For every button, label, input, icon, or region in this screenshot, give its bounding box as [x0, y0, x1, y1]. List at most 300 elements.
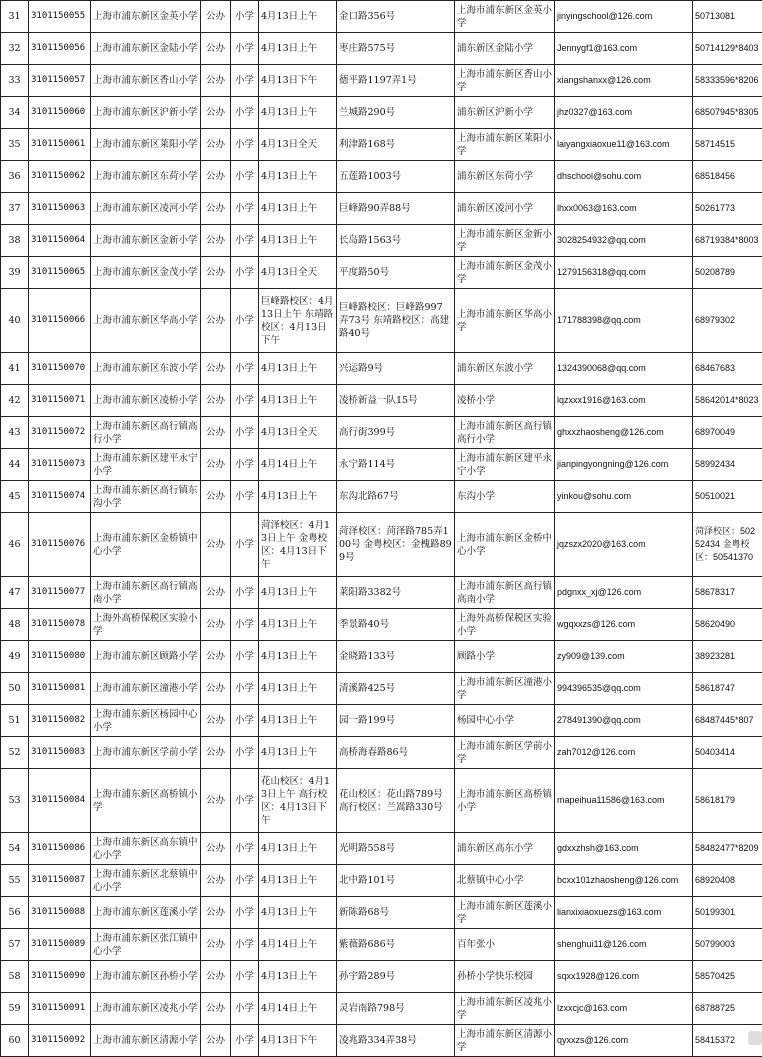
phone: 58642014*8023 — [693, 385, 762, 417]
school-level: 小学 — [231, 193, 259, 225]
school-name: 上海市浦东新区高行镇东沟小学 — [91, 481, 201, 513]
row-number: 40 — [1, 289, 29, 353]
school-code: 3101150066 — [29, 289, 91, 353]
school-type: 公办 — [201, 225, 231, 257]
address: 五莲路1003号 — [337, 161, 455, 193]
school-name: 上海市浦东新区潼港小学 — [91, 673, 201, 705]
school-type: 公办 — [201, 609, 231, 641]
email: sqxx1928@126.com — [555, 961, 693, 993]
visit-date: 4月13日上午 — [259, 865, 337, 897]
school-type: 公办 — [201, 513, 231, 577]
school-code: 3101150086 — [29, 833, 91, 865]
school-type: 公办 — [201, 97, 231, 129]
address: 灵岩南路798号 — [337, 993, 455, 1025]
unit-name: 凌桥小学 — [455, 385, 555, 417]
table-row — [1, 161, 762, 193]
school-name: 上海市浦东新区金英小学 — [91, 1, 201, 33]
phone: 58620490 — [693, 609, 762, 641]
phone: 50510021 — [693, 481, 762, 513]
email: jqzszx2020@163.com — [555, 513, 693, 577]
school-type: 公办 — [201, 641, 231, 673]
school-level: 小学 — [231, 129, 259, 161]
visit-date: 花山校区：4月13日上午 高行校区：4月13日下午 — [259, 769, 337, 833]
table-row — [1, 1025, 762, 1057]
phone: 38923281 — [693, 641, 762, 673]
visit-date: 4月13日上午 — [259, 609, 337, 641]
school-level: 小学 — [231, 449, 259, 481]
table-row — [1, 257, 762, 289]
visit-date: 4月13日全天 — [259, 129, 337, 161]
table-row — [1, 513, 762, 577]
unit-name: 上海市浦东新区金新小学 — [455, 225, 555, 257]
table-row — [1, 417, 762, 449]
visit-date: 巨峰路校区：4月13日上午 东靖路校区：4月13日下午 — [259, 289, 337, 353]
phone: 58678317 — [693, 577, 762, 609]
unit-name: 浦东新区凌河小学 — [455, 193, 555, 225]
phone: 58714515 — [693, 129, 762, 161]
phone: 58618747 — [693, 673, 762, 705]
school-name: 上海市浦东新区香山小学 — [91, 65, 201, 97]
email: 3028254932@qq.com — [555, 225, 693, 257]
school-type: 公办 — [201, 897, 231, 929]
phone: 50403414 — [693, 737, 762, 769]
school-name: 上海市浦东新区金陆小学 — [91, 33, 201, 65]
school-name: 上海市浦东新区莱阳小学 — [91, 129, 201, 161]
school-type: 公办 — [201, 417, 231, 449]
row-number: 41 — [1, 353, 29, 385]
school-name: 上海市浦东新区金桥镇中心小学 — [91, 513, 201, 577]
school-level: 小学 — [231, 673, 259, 705]
row-number: 55 — [1, 865, 29, 897]
email: jinyingschool@126.com — [555, 1, 693, 33]
school-name: 上海市浦东新区学前小学 — [91, 737, 201, 769]
school-name: 上海市浦东新区华高小学 — [91, 289, 201, 353]
watermark-icon — [748, 1031, 762, 1045]
school-level: 小学 — [231, 769, 259, 833]
email: mapeihua11586@163.com — [555, 769, 693, 833]
school-level: 小学 — [231, 65, 259, 97]
school-code: 3101150092 — [29, 1025, 91, 1057]
address: 枣庄路575号 — [337, 33, 455, 65]
school-type: 公办 — [201, 737, 231, 769]
phone: 50208789 — [693, 257, 762, 289]
email: Jennygf1@163.com — [555, 33, 693, 65]
phone: 68788725 — [693, 993, 762, 1025]
email: 1324390068@qq.com — [555, 353, 693, 385]
table-row — [1, 897, 762, 929]
unit-name: 上海外高桥保税区实验小学 — [455, 609, 555, 641]
school-type: 公办 — [201, 673, 231, 705]
school-type: 公办 — [201, 353, 231, 385]
visit-date: 4月13日上午 — [259, 225, 337, 257]
row-number: 52 — [1, 737, 29, 769]
table-row — [1, 705, 762, 737]
row-number: 37 — [1, 193, 29, 225]
address: 利津路168号 — [337, 129, 455, 161]
email: wgqxxzs@126.com — [555, 609, 693, 641]
row-number: 54 — [1, 833, 29, 865]
unit-name: 上海市浦东新区潼港小学 — [455, 673, 555, 705]
visit-date: 4月13日上午 — [259, 705, 337, 737]
school-code: 3101150065 — [29, 257, 91, 289]
unit-name: 浦东新区金陆小学 — [455, 33, 555, 65]
school-name: 上海市浦东新区凌河小学 — [91, 193, 201, 225]
phone: 50199301 — [693, 897, 762, 929]
school-name: 上海市浦东新区沪新小学 — [91, 97, 201, 129]
address: 光明路558号 — [337, 833, 455, 865]
visit-date: 4月13日上午 — [259, 481, 337, 513]
school-code: 3101150056 — [29, 33, 91, 65]
visit-date: 4月13日全天 — [259, 417, 337, 449]
school-name: 上海市浦东新区高行镇高行小学 — [91, 417, 201, 449]
email: lhxx0063@163.com — [555, 193, 693, 225]
address: 清溪路425号 — [337, 673, 455, 705]
visit-date: 4月14日上午 — [259, 449, 337, 481]
school-type: 公办 — [201, 65, 231, 97]
school-type: 公办 — [201, 257, 231, 289]
unit-name: 上海市浦东新区高行镇高行小学 — [455, 417, 555, 449]
school-code: 3101150072 — [29, 417, 91, 449]
school-code: 3101150087 — [29, 865, 91, 897]
unit-name: 上海市浦东新区高行镇高南小学 — [455, 577, 555, 609]
school-level: 小学 — [231, 865, 259, 897]
school-type: 公办 — [201, 1, 231, 33]
school-level: 小学 — [231, 33, 259, 65]
school-type: 公办 — [201, 1025, 231, 1057]
table-row — [1, 65, 762, 97]
email: lqzxxx1916@163.com — [555, 385, 693, 417]
table-row — [1, 129, 762, 161]
address: 新陈路68号 — [337, 897, 455, 929]
visit-date: 4月14日上午 — [259, 993, 337, 1025]
address: 孙宇路289号 — [337, 961, 455, 993]
table-row — [1, 641, 762, 673]
row-number: 49 — [1, 641, 29, 673]
row-number: 56 — [1, 897, 29, 929]
school-type: 公办 — [201, 289, 231, 353]
table-row — [1, 289, 762, 353]
school-type: 公办 — [201, 385, 231, 417]
school-type: 公办 — [201, 481, 231, 513]
school-level: 小学 — [231, 417, 259, 449]
school-type: 公办 — [201, 705, 231, 737]
table-row — [1, 385, 762, 417]
row-number: 31 — [1, 1, 29, 33]
school-code: 3101150082 — [29, 705, 91, 737]
school-code: 3101150061 — [29, 129, 91, 161]
visit-date: 4月13日上午 — [259, 897, 337, 929]
school-name: 上海市浦东新区高东镇中心小学 — [91, 833, 201, 865]
table-row — [1, 737, 762, 769]
table-row — [1, 769, 762, 833]
unit-name: 浦东新区东荷小学 — [455, 161, 555, 193]
row-number: 32 — [1, 33, 29, 65]
address: 凌桥新益一队15号 — [337, 385, 455, 417]
visit-date: 4月13日上午 — [259, 833, 337, 865]
school-name: 上海市浦东新区孙桥小学 — [91, 961, 201, 993]
row-number: 38 — [1, 225, 29, 257]
phone: 58333596*8206 — [693, 65, 762, 97]
school-level: 小学 — [231, 353, 259, 385]
email: shenghui11@126.com — [555, 929, 693, 961]
unit-name: 上海市浦东新区高桥镇小学 — [455, 769, 555, 833]
phone: 68979302 — [693, 289, 762, 353]
school-level: 小学 — [231, 513, 259, 577]
table-row — [1, 961, 762, 993]
school-level: 小学 — [231, 1025, 259, 1057]
visit-date: 4月13日上午 — [259, 33, 337, 65]
address: 长岛路1563号 — [337, 225, 455, 257]
phone: 50261773 — [693, 193, 762, 225]
email: yinkou@sohu.com — [555, 481, 693, 513]
table-row — [1, 33, 762, 65]
unit-name: 上海市浦东新区金英小学 — [455, 1, 555, 33]
unit-name: 上海市浦东新区莱阳小学 — [455, 129, 555, 161]
address: 金口路356号 — [337, 1, 455, 33]
school-name: 上海市浦东新区北蔡镇中心小学 — [91, 865, 201, 897]
email: xiangshanxx@126.com — [555, 65, 693, 97]
address: 高行街399号 — [337, 417, 455, 449]
table-row — [1, 865, 762, 897]
school-type: 公办 — [201, 449, 231, 481]
school-level: 小学 — [231, 257, 259, 289]
visit-date: 4月13日上午 — [259, 385, 337, 417]
school-name: 上海市浦东新区清源小学 — [91, 1025, 201, 1057]
school-code: 3101150073 — [29, 449, 91, 481]
email: 171788398@qq.com — [555, 289, 693, 353]
visit-date: 菏泽校区：4月13日上午 金粤校区：4月13日下午 — [259, 513, 337, 577]
school-code: 3101150071 — [29, 385, 91, 417]
table-row — [1, 833, 762, 865]
address: 兰城路290号 — [337, 97, 455, 129]
school-level: 小学 — [231, 577, 259, 609]
row-number: 59 — [1, 993, 29, 1025]
school-type: 公办 — [201, 961, 231, 993]
school-level: 小学 — [231, 385, 259, 417]
phone: 58618179 — [693, 769, 762, 833]
school-code: 3101150090 — [29, 961, 91, 993]
unit-name: 东沟小学 — [455, 481, 555, 513]
unit-name: 上海市浦东新区凌兆小学 — [455, 993, 555, 1025]
table-row — [1, 449, 762, 481]
address: 平度路50号 — [337, 257, 455, 289]
unit-name: 顾路小学 — [455, 641, 555, 673]
table-row — [1, 193, 762, 225]
unit-name: 浦东新区高东小学 — [455, 833, 555, 865]
email: 278491390@qq.com — [555, 705, 693, 737]
phone: 菏泽校区：50252434 金粤校区：50541370 — [693, 513, 762, 577]
address: 东沟北路67号 — [337, 481, 455, 513]
school-type: 公办 — [201, 769, 231, 833]
unit-name: 上海市浦东新区莲溪小学 — [455, 897, 555, 929]
email: pdgnxx_xj@126.com — [555, 577, 693, 609]
school-level: 小学 — [231, 993, 259, 1025]
school-code: 3101150083 — [29, 737, 91, 769]
school-code: 3101150060 — [29, 97, 91, 129]
email: jianpingyongning@126.com — [555, 449, 693, 481]
address: 北中路101号 — [337, 865, 455, 897]
school-level: 小学 — [231, 737, 259, 769]
phone: 50714129*8403 — [693, 33, 762, 65]
school-name: 上海市浦东新区金新小学 — [91, 225, 201, 257]
school-name: 上海市浦东新区高桥镇小学 — [91, 769, 201, 833]
address: 兴运路9号 — [337, 353, 455, 385]
school-code: 3101150081 — [29, 673, 91, 705]
visit-date: 4月13日上午 — [259, 673, 337, 705]
row-number: 51 — [1, 705, 29, 737]
email: lzxxcjc@163.com — [555, 993, 693, 1025]
email: zy909@139.com — [555, 641, 693, 673]
row-number: 45 — [1, 481, 29, 513]
row-number: 42 — [1, 385, 29, 417]
school-level: 小学 — [231, 705, 259, 737]
school-code: 3101150055 — [29, 1, 91, 33]
school-code: 3101150076 — [29, 513, 91, 577]
table-row — [1, 1, 762, 33]
school-name: 上海市浦东新区杨园中心小学 — [91, 705, 201, 737]
visit-date: 4月13日上午 — [259, 353, 337, 385]
school-code: 3101150080 — [29, 641, 91, 673]
email: qyxxzs@126.com — [555, 1025, 693, 1057]
unit-name: 上海市浦东新区学前小学 — [455, 737, 555, 769]
phone: 68487445*807 — [693, 705, 762, 737]
unit-name: 上海市浦东新区华高小学 — [455, 289, 555, 353]
school-level: 小学 — [231, 481, 259, 513]
email: zah7012@126.com — [555, 737, 693, 769]
visit-date: 4月13日下午 — [259, 1025, 337, 1057]
visit-date: 4月13日上午 — [259, 641, 337, 673]
phone: 50799003 — [693, 929, 762, 961]
school-type: 公办 — [201, 129, 231, 161]
phone: 58415372 — [693, 1025, 762, 1057]
school-name: 上海市浦东新区顾路小学 — [91, 641, 201, 673]
school-level: 小学 — [231, 1, 259, 33]
email: ghxxzhaosheng@126.com — [555, 417, 693, 449]
phone: 68507945*8305 — [693, 97, 762, 129]
unit-name: 北蔡镇中心小学 — [455, 865, 555, 897]
table-row — [1, 353, 762, 385]
address: 园一路199号 — [337, 705, 455, 737]
unit-name: 百年张小 — [455, 929, 555, 961]
unit-name: 杨园中心小学 — [455, 705, 555, 737]
phone: 58570425 — [693, 961, 762, 993]
address: 季景路40号 — [337, 609, 455, 641]
row-number: 47 — [1, 577, 29, 609]
school-type: 公办 — [201, 193, 231, 225]
school-name: 上海市浦东新区东波小学 — [91, 353, 201, 385]
address: 莱阳路3382号 — [337, 577, 455, 609]
row-number: 60 — [1, 1025, 29, 1057]
row-number: 35 — [1, 129, 29, 161]
school-code: 3101150057 — [29, 65, 91, 97]
school-type: 公办 — [201, 993, 231, 1025]
phone: 58482477*8209 — [693, 833, 762, 865]
table-row — [1, 225, 762, 257]
school-type: 公办 — [201, 161, 231, 193]
unit-name: 浦东新区东波小学 — [455, 353, 555, 385]
table-row — [1, 97, 762, 129]
school-code: 3101150062 — [29, 161, 91, 193]
school-code: 3101150077 — [29, 577, 91, 609]
school-code: 3101150084 — [29, 769, 91, 833]
visit-date: 4月13日上午 — [259, 737, 337, 769]
table-row — [1, 993, 762, 1025]
school-code: 3101150064 — [29, 225, 91, 257]
email: lianxixiaoxuezs@163.com — [555, 897, 693, 929]
school-level: 小学 — [231, 289, 259, 353]
row-number: 53 — [1, 769, 29, 833]
school-level: 小学 — [231, 225, 259, 257]
school-level: 小学 — [231, 641, 259, 673]
phone: 68719384*8003 — [693, 225, 762, 257]
email: 994396535@qq.com — [555, 673, 693, 705]
school-code: 3101150074 — [29, 481, 91, 513]
email: 1279156318@qq.com — [555, 257, 693, 289]
visit-date: 4月13日上午 — [259, 193, 337, 225]
school-level: 小学 — [231, 97, 259, 129]
email: dhschool@sohu.com — [555, 161, 693, 193]
row-number: 44 — [1, 449, 29, 481]
school-name: 上海市浦东新区金茂小学 — [91, 257, 201, 289]
table-row — [1, 609, 762, 641]
visit-date: 4月13日上午 — [259, 961, 337, 993]
table-row — [1, 577, 762, 609]
address: 花山校区：花山路789号 高行校区：兰嵩路330号 — [337, 769, 455, 833]
school-code: 3101150063 — [29, 193, 91, 225]
school-code: 3101150078 — [29, 609, 91, 641]
row-number: 39 — [1, 257, 29, 289]
school-code: 3101150070 — [29, 353, 91, 385]
address: 巨峰路90弄88号 — [337, 193, 455, 225]
school-name: 上海外高桥保税区实验小学 — [91, 609, 201, 641]
school-name: 上海市浦东新区凌兆小学 — [91, 993, 201, 1025]
row-number: 58 — [1, 961, 29, 993]
school-name: 上海市浦东新区张江镇中心小学 — [91, 929, 201, 961]
row-number: 57 — [1, 929, 29, 961]
school-name: 上海市浦东新区东荷小学 — [91, 161, 201, 193]
school-level: 小学 — [231, 929, 259, 961]
school-type: 公办 — [201, 577, 231, 609]
unit-name: 孙桥小学快乐校园 — [455, 961, 555, 993]
visit-date: 4月13日上午 — [259, 1, 337, 33]
phone: 50713081 — [693, 1, 762, 33]
school-name: 上海市浦东新区高行镇高南小学 — [91, 577, 201, 609]
school-type: 公办 — [201, 833, 231, 865]
table-row — [1, 673, 762, 705]
unit-name: 上海市浦东新区香山小学 — [455, 65, 555, 97]
school-level: 小学 — [231, 897, 259, 929]
phone: 68518456 — [693, 161, 762, 193]
unit-name: 上海市浦东新区金桥中心小学 — [455, 513, 555, 577]
school-level: 小学 — [231, 609, 259, 641]
email: bcxx101zhaosheng@126.com — [555, 865, 693, 897]
phone: 68920408 — [693, 865, 762, 897]
address: 金晓路133号 — [337, 641, 455, 673]
address: 凌兆路334弄38号 — [337, 1025, 455, 1057]
row-number: 46 — [1, 513, 29, 577]
email: gdxxzhsh@163.com — [555, 833, 693, 865]
visit-date: 4月13日全天 — [259, 257, 337, 289]
school-level: 小学 — [231, 961, 259, 993]
school-name: 上海市浦东新区建平永宁小学 — [91, 449, 201, 481]
address: 菏泽校区：菏泽路785弄100号 金粤校区：金槐路899号 — [337, 513, 455, 577]
address: 紫薇路686号 — [337, 929, 455, 961]
row-number: 48 — [1, 609, 29, 641]
school-type: 公办 — [201, 865, 231, 897]
school-code: 3101150089 — [29, 929, 91, 961]
unit-name: 上海市浦东新区清源小学 — [455, 1025, 555, 1057]
row-number: 34 — [1, 97, 29, 129]
